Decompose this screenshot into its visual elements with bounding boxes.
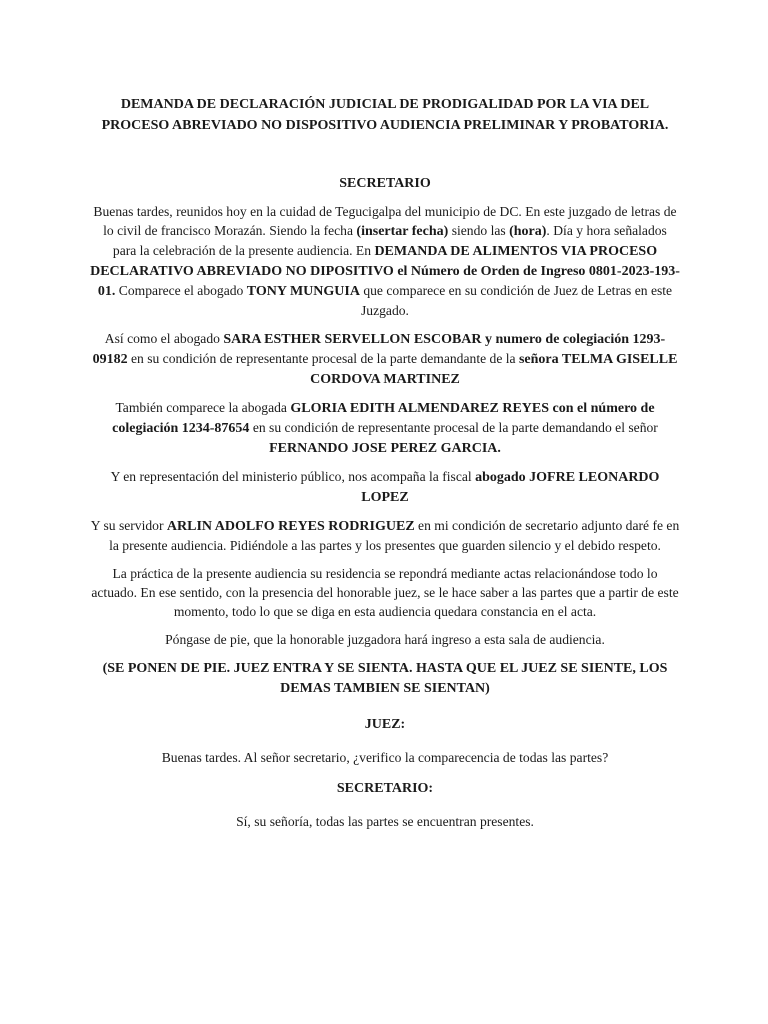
text-run: Y su servidor [90, 518, 167, 533]
text-run: Y en representación del ministerio público, nos acompaña la fiscal [110, 469, 476, 484]
speaker-heading-juez: JUEZ: [364, 717, 406, 732]
text-run: Buenas tardes, reunidos hoy en la cuidad de Tegucigalpa del municipio de DC. En este juzgado de letras de lo civil de francisco Morazán. Siendo la fecha [93, 204, 677, 238]
document-title: DEMANDA DE DECLARACIÓN JUDICIAL DE PRODIGALIDAD POR LA VIA DEL PROCESO ABREVIADO NO DISPOSITIVO AUDIENCIA PRELIMINAR Y PROBATORIA. [101, 97, 669, 133]
defendant-name: FERNANDO JOSE PEREZ GARCIA. [269, 441, 501, 456]
secretary-answer: Sí, su señoría, todas las partes se encuentran presentes. [236, 814, 534, 829]
text-run: También comparece la abogada [115, 400, 291, 415]
secretary-name: ARLIN ADOLFO REYES RODRIGUEZ [166, 519, 415, 534]
plaintiff-lawyer-paragraph [90, 329, 680, 389]
defendant-lawyer-name: GLORIA EDITH ALMENDAREZ REYES con el número de colegiación 1234-87654 [112, 401, 655, 436]
judge-question: Buenas tardes. Al señor secretario, ¿verifico la comparecencia de todas las partes? [161, 750, 609, 765]
time-placeholder: (hora) [509, 224, 547, 239]
text-run: Así como el abogado [104, 331, 224, 346]
text-run: . Día y hora señalados para la celebración de la presente audiencia. En [112, 223, 667, 258]
text-run: en su condición de representante procesal de la parte demandando el señor [249, 420, 658, 435]
stage-direction: (SE PONEN DE PIE. JUEZ ENTRA Y SE SIENTA. HASTA QUE EL JUEZ SE SIENTE, LOS DEMAS TAMBIEN SE SIENTAN) [102, 661, 668, 696]
text-run: que comparece en su condición de Juez de Letras en este Juzgado. [359, 283, 673, 318]
secretary-paragraph [90, 516, 680, 555]
plaintiff-name: señora TELMA GISELLE CORDOVA MARTINEZ [310, 352, 678, 387]
document-page [90, 94, 680, 831]
plaintiff-lawyer-name: SARA ESTHER SERVELLON ESCOBAR y numero de colegiación 1293-09182 [92, 332, 666, 367]
text-run: Comparece el abogado [115, 283, 247, 298]
text-run: siendo las [448, 223, 510, 238]
speaker-heading-secretario-2: SECRETARIO: [336, 781, 434, 796]
prosecutor-paragraph [90, 467, 680, 507]
record-paragraph: La práctica de la presente audiencia su residencia se repondrá mediante actas relacionándose todo lo actuado. En ese sentido, con la presencia del honorable juez, se le hace saber a las partes que a partir de este momento, todo lo que se diga en esta audiencia quedara constancia en el acta. [91, 566, 679, 619]
text-run: en su condición de representante procesal de la parte demandante de la [127, 351, 519, 366]
case-reference: DEMANDA DE ALIMENTOS VIA PROCESO DECLARATIVO ABREVIADO NO DIPOSITIVO el Número de Orden de Ingreso 0801-2023-193-01. [90, 244, 680, 299]
defendant-lawyer-paragraph [90, 398, 680, 458]
judge-name: TONY MUNGUIA [246, 284, 360, 299]
date-placeholder: (insertar fecha) [356, 224, 449, 239]
text-run: en mi condición de secretario adjunto daré fe en la presente audiencia. Pidiéndole a las partes y los presentes que guarden silencio y el debido respeto. [109, 518, 680, 553]
stand-up-paragraph: Póngase de pie, que la honorable juzgadora hará ingreso a esta sala de audiencia. [165, 632, 605, 647]
prosecutor-name: abogado JOFRE LEONARDO LOPEZ [361, 470, 660, 505]
opening-paragraph [90, 202, 680, 320]
speaker-heading-secretario: SECRETARIO [339, 176, 431, 191]
